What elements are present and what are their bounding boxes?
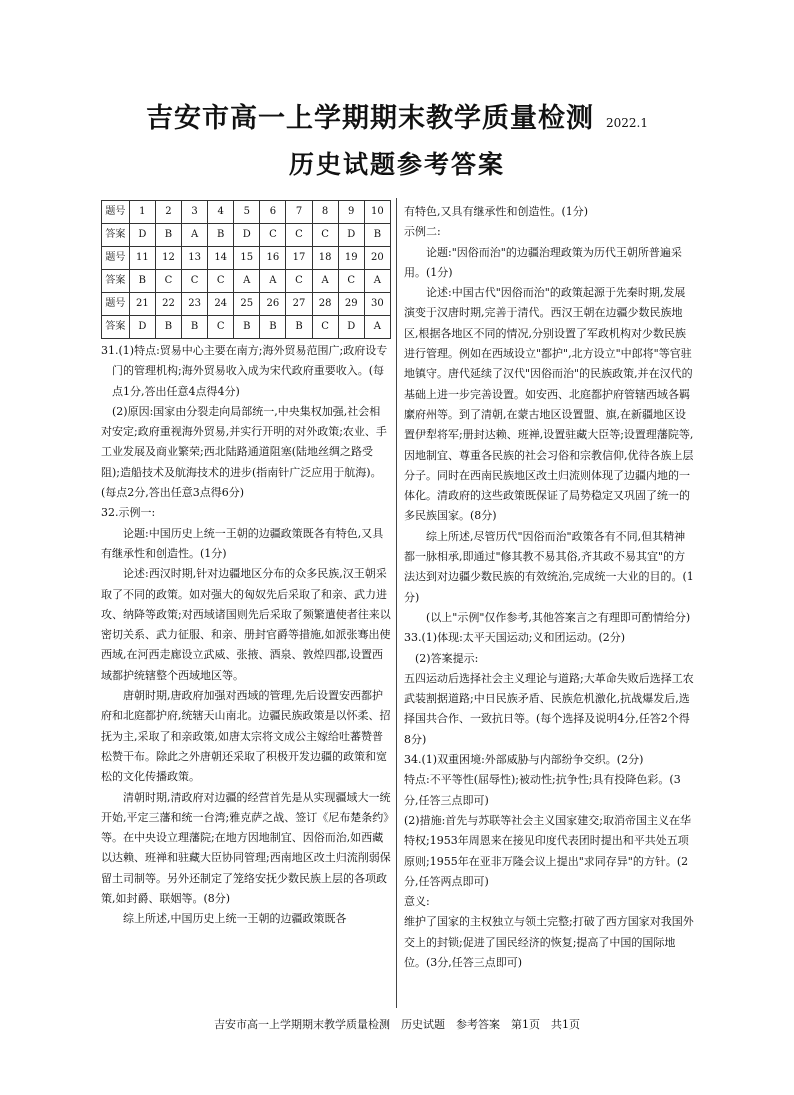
q32-tang: 唐朝时期,唐政府加强对西域的管理,先后设置安西都护府和北庭都护府,统辖天山南北。边疆民族政策是以怀柔、招抚为主,采取了和亲政策,如唐太宗将文成公主嫁给吐蕃赞普松赞干布。除此之外唐朝还采取了积极开发边疆的政策和宽松的文化传播政策。	[101, 689, 391, 784]
left-column	[101, 200, 391, 930]
answer-table-cell: 20	[364, 247, 390, 270]
answer-table-cell: 27	[286, 293, 312, 316]
answer-table-cell: B	[208, 224, 234, 247]
answer-table-cell: 28	[312, 293, 338, 316]
title-text: 吉安市高一上学期期末教学质量检测	[146, 103, 594, 134]
answer-table-cell: 13	[182, 247, 208, 270]
answer-table-header-cell: 题号	[102, 293, 130, 316]
answer-table-cell: 18	[312, 247, 338, 270]
answer-table-cell: 15	[234, 247, 260, 270]
answer-table-header-cell: 答案	[102, 316, 130, 339]
answer-table-cell: C	[312, 224, 338, 247]
q32-thesis: 论题:中国历史上统一王朝的边疆政策既各有特色,又具有继承性和创造性。(1分)	[101, 526, 384, 560]
answer-table-cell: 21	[129, 293, 155, 316]
answer-table-cell: A	[234, 270, 260, 293]
answer-table-cell: 12	[155, 247, 181, 270]
answer-table-cell: 24	[208, 293, 234, 316]
answer-table-cell: C	[286, 224, 312, 247]
answer-table-cell: B	[182, 316, 208, 339]
q34-significance-label: 意义:	[404, 895, 430, 909]
answer-table-cell: 11	[129, 247, 155, 270]
answer-table-cell: 6	[260, 201, 286, 224]
answer-table-cell: 29	[338, 293, 364, 316]
q33-part2-label: (2)答案提示:	[415, 651, 479, 665]
answer-table-header-cell: 题号	[102, 247, 130, 270]
q31-part1: 31.(1)特点:贸易中心主要在南方;海外贸易范围广;政府设专门的管理机构;海外贸易收入成为宋代政府重要收入。(每点1分,答出任意4点得4分)	[101, 344, 388, 398]
answer-table-cell: C	[208, 270, 234, 293]
answer-table-cell: 3	[182, 201, 208, 224]
page-footer: 吉安市高一上学期期末教学质量检测 历史试题 参考答案 第1页 共1页	[214, 1018, 580, 1031]
answer-table-cell: 2	[155, 201, 181, 224]
answer-table-cell: D	[129, 316, 155, 339]
answer-table-row	[102, 224, 391, 247]
answer-table-cell: C	[338, 270, 364, 293]
right-column	[404, 202, 694, 973]
answer-table-cell: 7	[286, 201, 312, 224]
answer-table-row	[102, 201, 391, 224]
answer-table-cell: 23	[182, 293, 208, 316]
answer-table-cell: D	[234, 224, 260, 247]
q33-part2-answer: 五四运动后选择社会主义理论与道路;大革命失败后选择工农武装割据道路;中日民族矛盾、民族危机激化,抗战爆发后,选择国共合作、一致抗日等。(每个选择及说明4分,任答2个得8分)	[404, 671, 694, 746]
page-subtitle: 历史试题参考答案	[288, 150, 505, 179]
q32-note: (以上"示例"仅作参考,其他答案言之有理即可酌情给分)	[426, 610, 691, 624]
answer-table-cell: C	[286, 270, 312, 293]
answer-table-cell: D	[338, 316, 364, 339]
column-divider	[396, 198, 397, 1008]
answer-table-cell: 10	[364, 201, 390, 224]
answer-table-cell: 8	[312, 201, 338, 224]
answer-table	[101, 200, 391, 339]
q34-part1: 34.(1)双重困境:外部威胁与内部纷争交织。(2分)	[404, 753, 644, 767]
answer-table-cell: A	[364, 316, 390, 339]
answer-table-cell: 22	[155, 293, 181, 316]
q32-qing: 清朝时期,清政府对边疆的经营首先是从实现疆域大一统开始,平定三藩和统一台湾;雅克萨之战、签订《尼布楚条约》等。在中央设立理藩院;在地方因地制宜、因俗而治,如西藏以达赖、班禅和驻藏大臣协同管理;西南地区改土归流削弱保留土司制等。另外还制定了笼络安抚少数民族上层的各项政策,如封爵、联姻等。(8分)	[101, 790, 391, 906]
answer-table-cell: D	[129, 224, 155, 247]
answer-table-cell: B	[234, 316, 260, 339]
answer-table-cell: B	[129, 270, 155, 293]
answer-table-cell: D	[338, 224, 364, 247]
answer-table-cell: 17	[286, 247, 312, 270]
answer-table-cell: A	[312, 270, 338, 293]
q32-example2-argument: 论述:中国古代"因俗而治"的政策起源于先秦时期,发展演变于汉唐时期,完善于清代。西汉王朝在边疆少数民族地区,根据各地区不同的情况,分别设置了军政机构对少数民族进行管理。例如在西域设立"都护",北方设立"中郎将"等官驻地镇守。唐代延续了汉代"因俗而治"的民族政策,并在汉代的基础上进一步完善设置。如安西、北庭都护府管辖西域各羁縻府州等。到了清朝,在蒙古地区设置盟、旗,在新疆地区设置伊犁将军;册封达赖、班禅,设置驻藏大臣等;设置理藩院等,因地制宜、尊重各民族的社会习俗和宗教信仰,优待各族上层分子。同时在西南民族地区改土归流则体现了边疆内地的一体化。清政府的这些政策既保证了局势稳定又巩固了统一的多民族国家。(8分)	[404, 286, 694, 523]
q31-part2: (2)原因:国家由分裂走向局部统一,中央集权加强,社会相对安定;政府重视海外贸易,并实行开明的对外政策;农业、手工业发展及商业繁荣;西北陆路通道阻塞(陆地丝绸之路受阻);造船技术及航海技术的进步(指南针广泛应用于航海)。(每点2分,答出任意3点得6分)	[101, 404, 387, 500]
answer-table-header-cell: 题号	[102, 201, 130, 224]
answer-table-cell: A	[260, 270, 286, 293]
answer-table-cell: C	[208, 316, 234, 339]
answer-table-cell: C	[182, 270, 208, 293]
answer-table-cell: 1	[129, 201, 155, 224]
q32-example2-label: 示例二:	[404, 225, 441, 239]
answer-table-cell: C	[312, 316, 338, 339]
answer-table-cell: 16	[260, 247, 286, 270]
q32-han: 论述:西汉时期,针对边疆地区分布的众多民族,汉王朝采取了不同的政策。如对强大的匈奴先后采取了和亲、武力进攻、纳降等政策;对西域诸国则先后采取了频繁遣使者往来以密切关系、武力征服、和亲、册封官爵等措施,如派张骞出使西域,在河西走廊设立武威、张掖、酒泉、敦煌四郡,设置西域都护统辖整个西域地区等。	[101, 567, 391, 682]
q32-conclusion-start: 综上所述,中国历史上统一王朝的边疆政策既各	[123, 912, 347, 926]
answer-table-cell: 5	[234, 201, 260, 224]
answer-table-cell: 14	[208, 247, 234, 270]
answer-table-cell: B	[155, 224, 181, 247]
answer-table-cell: B	[286, 316, 312, 339]
answer-table-cell: 30	[364, 293, 390, 316]
answer-table-cell: B	[155, 316, 181, 339]
q32-example1-label: 32.示例一:	[101, 506, 156, 520]
answer-table-header-cell: 答案	[102, 270, 130, 293]
q34-part2: (2)措施:首先与苏联等社会主义国家建交;取消帝国主义在华特权;1953年周恩来在接见印度代表团时提出和平共处五项原则;1955年在亚非万隆会议上提出"求同存异"的方针。(2分,任答两点即可)	[404, 813, 691, 888]
answer-table-cell: 9	[338, 201, 364, 224]
answer-table-header-cell: 答案	[102, 224, 130, 247]
answer-table-cell: 25	[234, 293, 260, 316]
answer-table-cell: C	[155, 270, 181, 293]
answer-table-row	[102, 247, 391, 270]
q32-conclusion-end: 有特色,又具有继承性和创造性。(1分)	[404, 205, 589, 218]
answer-table-cell: A	[364, 270, 390, 293]
q34-features: 特点:不平等性(屈辱性);被动性;抗争性;具有投降色彩。(3分,任答三点即可)	[404, 773, 681, 807]
page-title	[0, 96, 794, 135]
answer-table-cell: B	[260, 316, 286, 339]
exam-date: 2022.1	[606, 116, 648, 130]
q32-example2-conclusion: 综上所述,尽管历代"因俗而治"政策各有不同,但其精神都一脉相承,即通过"修其教不易其俗,齐其政不易其宜"的方法达到对边疆少数民族的有效统治,完成统一大业的目的。(1分)	[404, 529, 694, 604]
answer-table-cell: 19	[338, 247, 364, 270]
answer-table-cell: C	[260, 224, 286, 247]
answer-table-cell: 26	[260, 293, 286, 316]
answer-table-cell: 4	[208, 201, 234, 224]
answer-table-row	[102, 316, 391, 339]
answer-table-cell: B	[364, 224, 390, 247]
answer-table-row	[102, 270, 391, 293]
answer-table-row	[102, 293, 391, 316]
q32-example2-thesis: 论题:"因俗而治"的边疆治理政策为历代王朝所普遍采用。(1分)	[404, 245, 682, 279]
q33-part1: 33.(1)体现:太平天国运动;义和团运动。(2分)	[404, 631, 626, 645]
q34-significance: 维护了国家的主权独立与领土完整;打破了西方国家对我国外交上的封锁;促进了国民经济的恢复;提高了中国的国际地位。(3分,任答三点即可)	[404, 915, 694, 969]
answer-table-cell: A	[182, 224, 208, 247]
